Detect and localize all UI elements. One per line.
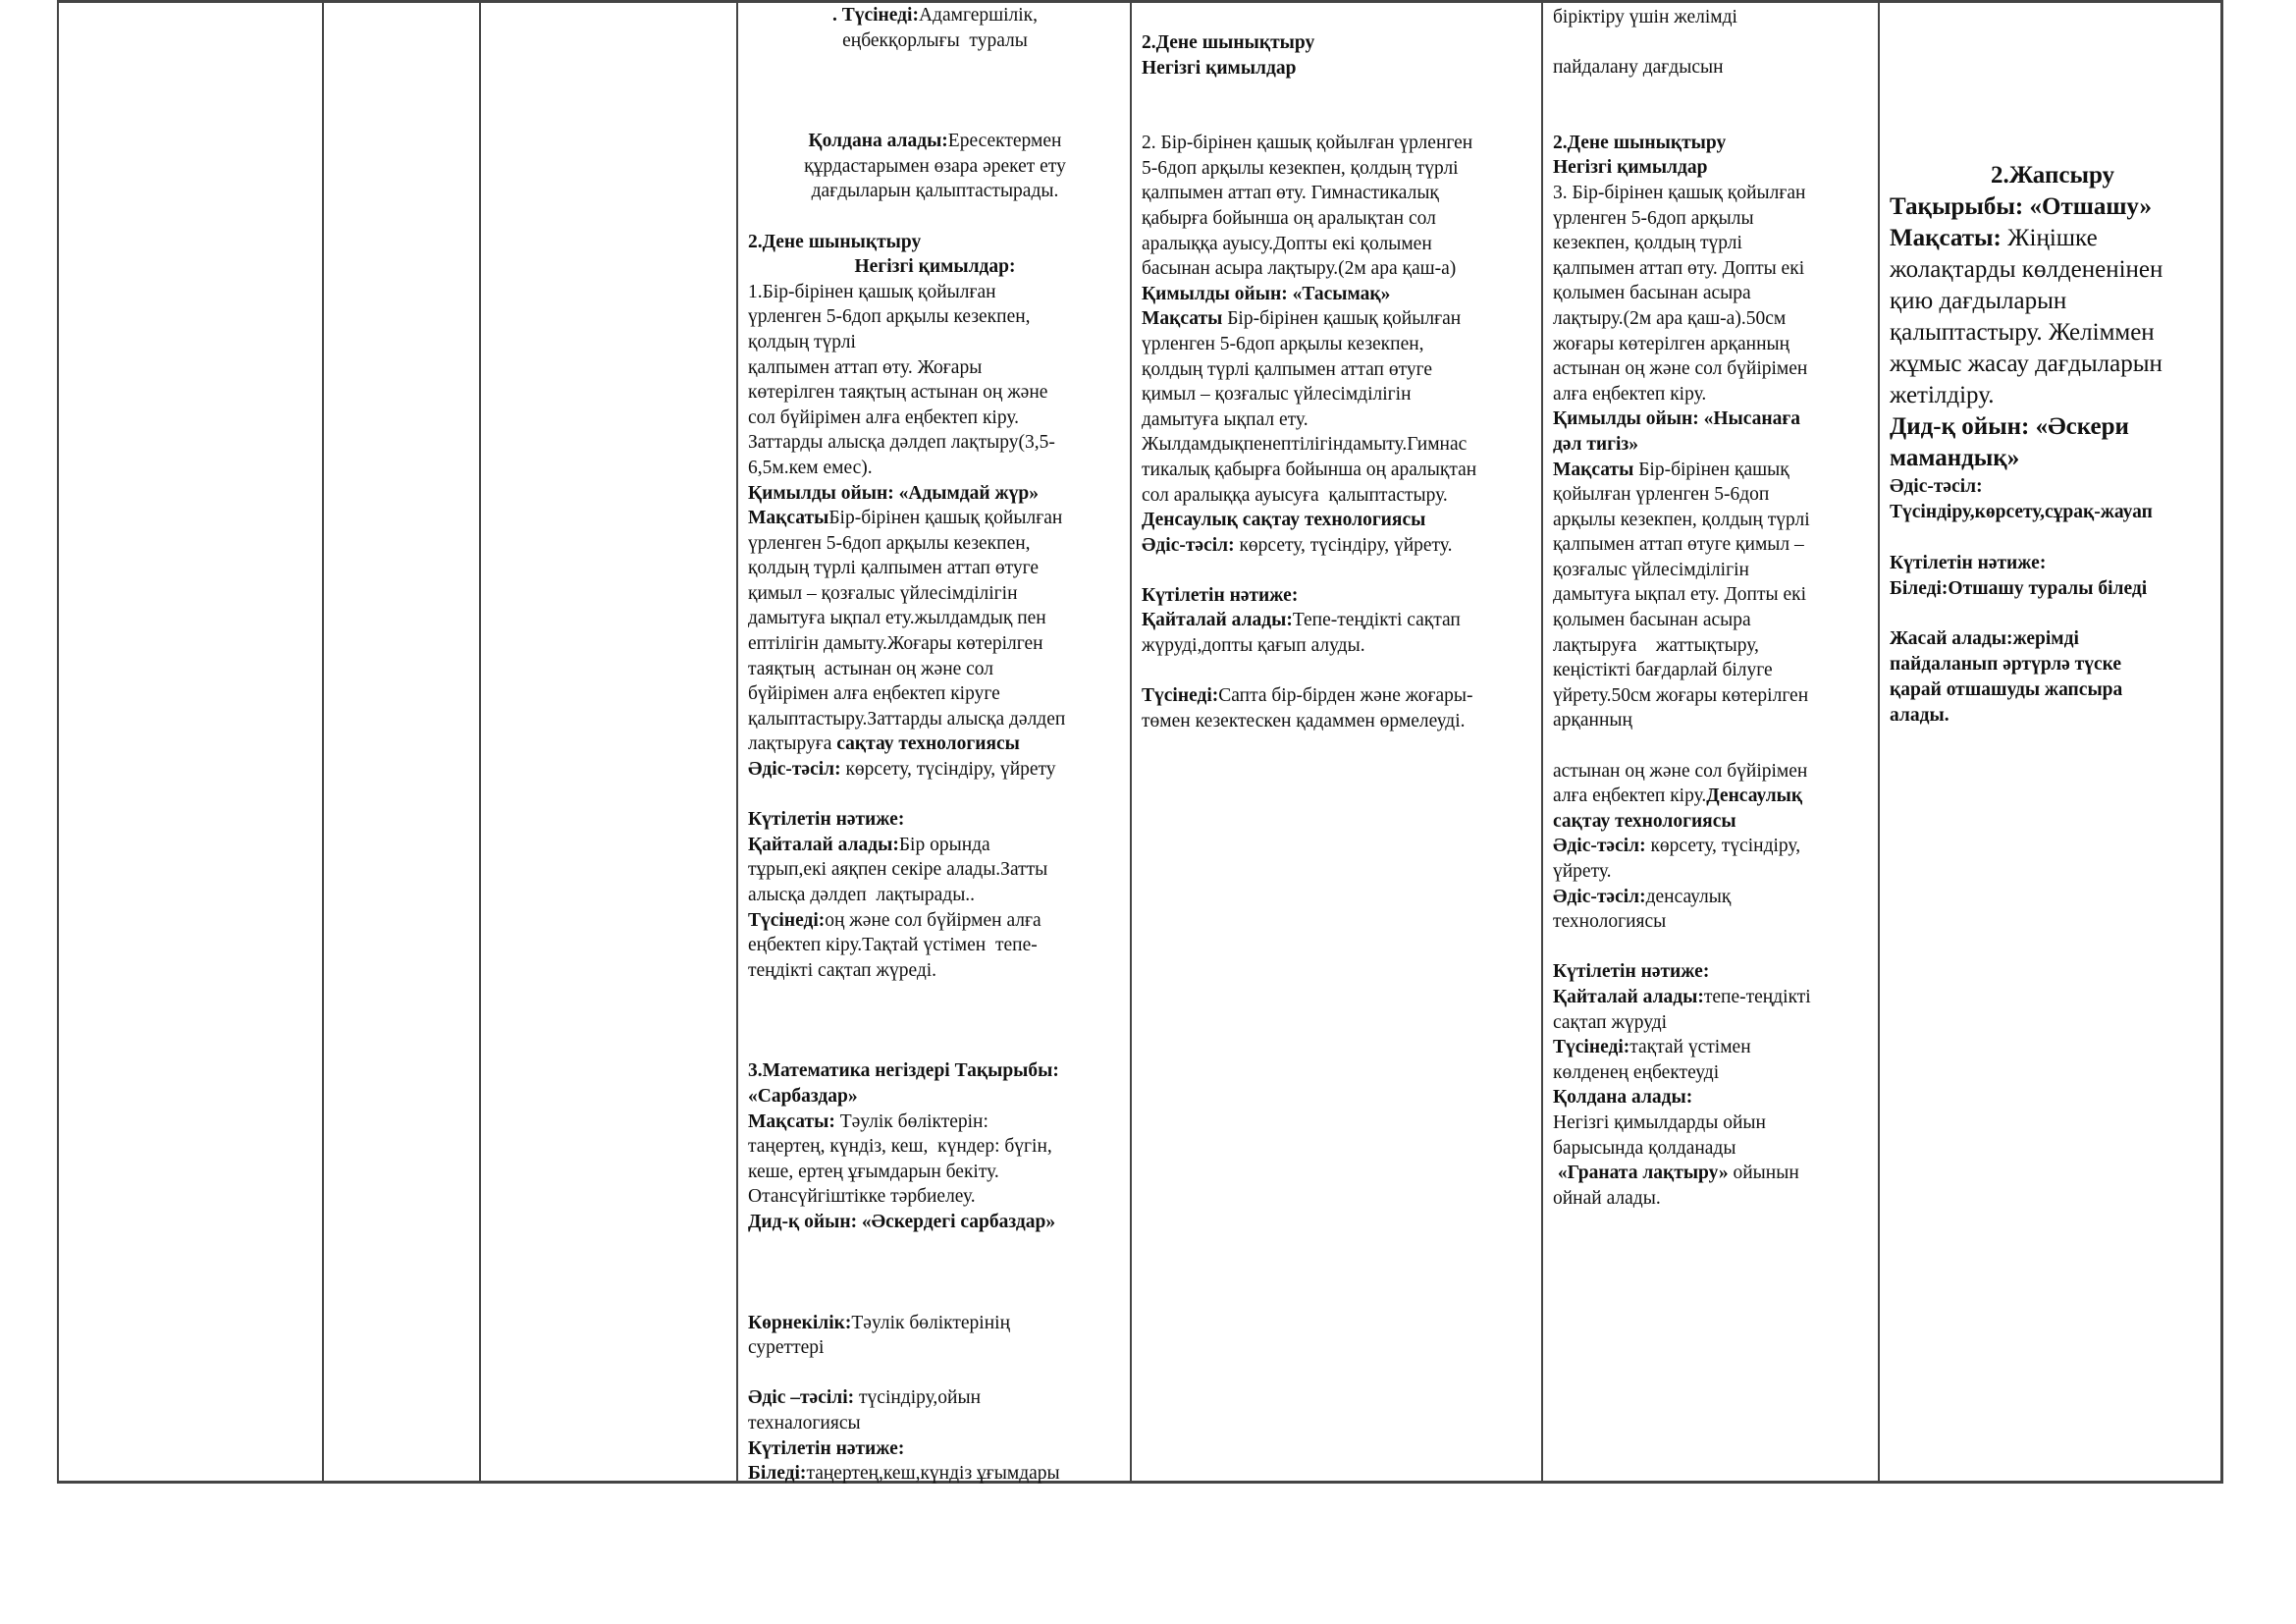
text-line: қимыл – қозғалыс үйлесімділігін (748, 582, 1018, 604)
col4-movements (748, 280, 1122, 481)
did-game-title: Дид-қ ойын: «Әскери (1890, 413, 2129, 440)
text: түсіндіру,ойын (854, 1387, 982, 1409)
text: тепе-теңдікті (1703, 986, 1811, 1007)
text: көрсету, түсіндіру, үйрету (840, 759, 1056, 781)
text: еңбекқорлығы туралы (842, 29, 1028, 51)
label: Мақсаты (748, 508, 829, 529)
text-line: еңбектеп кіру.Тақтай үстімен тепе- (748, 935, 1038, 956)
text-line: үрленген 5-6доп арқылы (1553, 207, 1754, 229)
text: Бір орында (898, 834, 990, 855)
table-column-5 (1132, 3, 1543, 1481)
col5-movements (1142, 131, 1533, 282)
did-game-title-cont: мамандық» (1890, 445, 2020, 471)
label: Қолдана алады: (808, 131, 948, 152)
text-line: үрленген 5-6доп арқылы кезекпен, (1142, 333, 1424, 354)
col4-tusinedi (748, 3, 1122, 53)
text: Сапта бір-бірден және жоғары- (1218, 685, 1473, 707)
col4-math-lines (748, 1134, 1122, 1210)
col4-content (748, 3, 1122, 1487)
text-line: алысқа дәлдеп лақтырады.. (748, 885, 976, 905)
text-line: Заттарды алысқа дәлдеп лақтыру(3,5- (748, 432, 1055, 454)
text-line: кеше, ертең ұғымдарын бекіту. (748, 1161, 999, 1182)
col4-koldana (748, 129, 1122, 204)
text-line: астынан оң және сол бүйірімен (1553, 358, 1808, 380)
label: Мақсаты: (1890, 225, 2002, 251)
expected-result-title: Күтілетін нәтиже: (748, 809, 905, 831)
text-line: қию дағдыларын (1890, 288, 2067, 314)
label: Әдіс –тәсілі: (748, 1387, 855, 1409)
text-line: сол бүйірімен алға еңбектеп кіру. (748, 406, 1020, 428)
text-line: қолымен басынан асыра (1553, 610, 1751, 631)
game-title: Қимылды ойын: «Адымдай жүр» (748, 482, 1040, 504)
text-line: Отансүйгіштікке тәрбиелеу. (748, 1186, 976, 1208)
label: Мақсаты (1142, 308, 1223, 330)
section-subtitle: Негізгі қимылдар (1553, 157, 1708, 179)
label: Түсінеді: (1142, 685, 1219, 707)
table-column-7 (1880, 3, 2223, 1481)
table-column-6 (1543, 3, 1880, 1481)
text: сақтап жүруді (1553, 1011, 1668, 1033)
text-line: 5-6доп арқылы кезекпен, қолдың түрлі (1142, 157, 1459, 179)
text: тақтай үстімен (1629, 1037, 1751, 1058)
label: Түсінеді: (748, 909, 826, 931)
did-game-title: Дид-қ ойын: «Әскердегі сарбаздар» (748, 1211, 1056, 1232)
col5-content (1142, 30, 1533, 733)
label: Біледі: (748, 1463, 807, 1485)
text-line: кеңістікті бағдарлай білуге (1553, 660, 1773, 681)
text-line: үйрету.50см жоғары көтерілген (1553, 684, 1809, 706)
text: біріктіру үшін желімді (1553, 7, 1737, 27)
text-line: таяқтың астынан оң және сол (748, 658, 994, 679)
text-line: тұрып,екі аяқпен секіре алады.Затты (748, 859, 1048, 881)
expected-result-title: Күтілетін нәтиже: (1142, 584, 1299, 606)
text: алға еңбектеп кіру. (1553, 785, 1707, 807)
text: технологиясы (1553, 911, 1667, 933)
text: суреттері (748, 1337, 825, 1359)
expected-result-title: Күтілетін нәтиже: (1553, 961, 1710, 983)
label: Қайталай алады: (1553, 986, 1704, 1007)
label: Көрнекілік: (748, 1312, 852, 1333)
text-line: жетілдіру. (1890, 382, 1995, 408)
section-title: 2.Жапсыру (1990, 162, 2115, 189)
health-tech: Денсаулық сақтау технологиясы (1142, 510, 1426, 531)
section-topic: «Сарбаздар» (748, 1085, 858, 1107)
text: барысында қолданады (1553, 1137, 1736, 1159)
method-text: Түсіндіру,көрсету,сұрақ-жауап (1890, 502, 2153, 522)
label: сақтау технологиясы (836, 733, 1020, 755)
text: жүруді,допты қағып алуды. (1142, 635, 1365, 657)
col6-movements (1553, 181, 1870, 406)
text: Тәулік бөліктерінің (851, 1312, 1011, 1333)
game-title: Қимылды ойын: «Нысанаға (1553, 408, 1800, 430)
text: Ересектермен (947, 131, 1062, 152)
text: көрсету, түсіндіру, (1645, 836, 1801, 857)
label: Мақсаты: (748, 1110, 835, 1132)
text-line: қалпымен аттап өту. Жоғары (748, 356, 983, 378)
text-line: лақтыруға жаттықтыру, (1553, 634, 1759, 656)
label: Әдіс-тәсіл: (1553, 886, 1646, 907)
table-column-4 (738, 3, 1132, 1485)
section-title: 3.Математика негіздері Тақырыбы: (748, 1060, 1059, 1082)
section-title: 2.Дене шынықтыру (1142, 32, 1315, 53)
col6-content (1553, 5, 1870, 1211)
label: . Түсінеді: (831, 5, 919, 26)
text-line: 1.Бір-бірінен қашық қойылған (748, 281, 996, 302)
text: пайдалану дағдысын (1553, 57, 1724, 79)
text-line: қарай отшашуды жапсыра (1890, 679, 2123, 701)
text-line: 2. Бір-бірінен қашық қойылған үрленген (1142, 133, 1473, 154)
col5-goal-lines (1142, 332, 1533, 508)
knows-text: Біледі:Отшашу туралы біледі (1890, 577, 2148, 599)
text: Бір-бірінен қашық (1633, 459, 1789, 480)
text-line: қойылған үрленген 5-6доп (1553, 484, 1770, 506)
text-line: қалпымен аттап өтуге қимыл – (1553, 534, 1804, 556)
text: көлденең еңбектеуді (1553, 1061, 1720, 1083)
text-line: қолымен басынан асыра (1553, 283, 1751, 304)
text-line: қабырға бойынша оң аралықтан сол (1142, 207, 1436, 229)
text-line: қалыптастыру.Заттарды алысқа дәлдеп (748, 708, 1066, 730)
text-line: теңдікті сақтап жүреді. (748, 959, 937, 981)
text: Адамгершілік, (918, 5, 1039, 26)
text: Бір-бірінен қашық қойылған (1222, 308, 1462, 330)
label: Қолдана алады: (1553, 1087, 1693, 1109)
text-line: қимыл – қозғалыс үйлесімділігін (1142, 384, 1412, 406)
text: көрсету, түсіндіру, үйрету. (1234, 534, 1453, 556)
text-line: дамытуға ықпал ету. (1142, 408, 1308, 430)
label: Әдіс-тәсіл: (748, 759, 841, 781)
section-subtitle: Негізгі қимылдар: (854, 256, 1016, 278)
text-line: тикалық қабырға бойынша оң аралықтан (1142, 459, 1477, 480)
text: таңертең,кеш,күндіз ұғымдары (806, 1463, 1060, 1485)
text-line: кезекпен, қолдың түрлі (1553, 233, 1742, 254)
text: Тепе-теңдікті сақтап (1292, 610, 1461, 631)
label: Әдіс-тәсіл: (1553, 836, 1646, 857)
text-line: 6,5м.кем емес). (748, 457, 873, 478)
text: құрдастарымен өзара әрекет ету (804, 155, 1066, 177)
text: Жіңішке (2001, 225, 2098, 251)
text-line: көтерілген таяқтың астынан оң және (748, 382, 1048, 404)
text: Бір-бірінен қашық қойылған (828, 508, 1063, 529)
text: үйрету. (1553, 861, 1612, 882)
text-line: қолдың түрлі (748, 331, 856, 352)
text-line: лақтыру.(2м ара қаш-а).50см (1553, 307, 1787, 329)
plan-table (57, 0, 2223, 1484)
label: Мақсаты (1553, 459, 1634, 480)
section-subtitle: Негізгі қимылдар (1142, 57, 1297, 79)
label: «Граната лақтыру» (1553, 1163, 1729, 1184)
text: дағдыларын қалыптастырады. (811, 181, 1059, 202)
text-line: қолдың түрлі қалпымен аттап өтуге (748, 558, 1039, 579)
label: Түсінеді: (1553, 1037, 1630, 1058)
text-line: үрленген 5-6доп арқылы кезекпен, (748, 306, 1031, 328)
text-line: арқылы кезекпен, қолдың түрлі (1553, 509, 1810, 530)
section-title: 2.Дене шынықтыру (1553, 132, 1727, 153)
text: оң және сол бүйірмен алға (825, 909, 1041, 931)
col6-goal-lines (1553, 482, 1870, 733)
table-column-1 (59, 3, 324, 1481)
table-column-3 (481, 3, 738, 1481)
col7-can-do-lines (1890, 626, 2216, 729)
col4-understand-lines (748, 933, 1122, 983)
text-line: алға еңбектеп кіру. (1553, 383, 1707, 405)
text-line: дамытуға ықпал ету. Допты екі (1553, 584, 1807, 606)
text-line: басынан асыра лақтыру.(2м ара қаш-а) (1142, 258, 1457, 280)
label: Қайталай алады: (1142, 610, 1293, 631)
label: Қайталай алады: (748, 834, 899, 855)
label: Денсаулық (1706, 785, 1803, 807)
section-title: 2.Дене шынықтыру (748, 231, 922, 252)
text-line: сол аралыққа ауысуға қалыптастыру. (1142, 484, 1448, 506)
label: сақтау технологиясы (1553, 810, 1736, 832)
text: төмен кезектескен қадаммен өрмелеуді. (1142, 710, 1466, 731)
method-label: Әдіс-тәсіл: (1890, 476, 1983, 497)
text: денсаулық (1645, 886, 1732, 907)
text-line: аралыққа ауысу.Допты екі қолымен (1142, 233, 1432, 254)
text-line: арқанның (1553, 710, 1632, 731)
text-line: жоғары көтерілген арқанның (1553, 333, 1790, 354)
text-line: ептілігін дамыту.Жоғары көтерілген (748, 633, 1043, 655)
text-line: жолақтарды көлдененінен (1890, 256, 2163, 283)
text-line: Жасай алады:жерімді (1890, 628, 2079, 650)
label: Әдіс-тәсіл: (1142, 534, 1235, 556)
text: Тәулік бөліктерін: (834, 1110, 988, 1132)
text-line: пайдаланып әртүрлә түске (1890, 654, 2122, 676)
text: ойнай алады. (1553, 1187, 1661, 1209)
text: ойынын (1728, 1163, 1799, 1184)
text-line: қалпымен аттап өту. Допты екі (1553, 257, 1805, 279)
text-line: 3. Бір-бірінен қашық қойылған (1553, 182, 1806, 203)
text-line: үрленген 5-6доп арқылы кезекпен, (748, 532, 1031, 554)
col4-repeat-lines (748, 857, 1122, 907)
text: Негізгі қимылдарды ойын (1553, 1111, 1766, 1133)
text-line: қалпымен аттап өту. Гимнастикалық (1142, 183, 1439, 204)
text-line: қалыптастыру. Желіммен (1890, 319, 2155, 346)
text-line: алады. (1890, 705, 1949, 727)
text-line: бүйірімен алға еңбектеп кіруге (748, 683, 1000, 705)
text-line: таңертең, күндіз, кеш, күндер: бүгін, (748, 1136, 1052, 1158)
table-column-2 (324, 3, 481, 1481)
text: техналогиясы (748, 1412, 861, 1434)
expected-result-title: Күтілетін нәтиже: (1890, 552, 2047, 573)
section-topic: Тақырыбы: «Отшашу» (1890, 193, 2153, 220)
text-line: дамытуға ықпал ету.жылдамдық пен (748, 608, 1046, 629)
text: лақтыруға (748, 733, 837, 755)
col7-content (1890, 160, 2216, 729)
text-line: жұмыс жасау дағдыларын (1890, 351, 2163, 377)
col4-goal-lines (748, 531, 1122, 732)
text: астынан оң және сол бүйірімен (1553, 760, 1808, 782)
game-title: Қимылды ойын: «Тасымақ» (1142, 283, 1391, 304)
text-line: Жылдамдықпенептілігіндамыту.Гимнас (1142, 434, 1468, 456)
text-line: қозғалыс үйлесімділігін (1553, 559, 1749, 580)
game-title-cont: дәл тигіз» (1553, 433, 1639, 455)
text-line: қолдың түрлі қалпымен аттап өтуге (1142, 358, 1432, 380)
expected-result-title: Күтілетін нәтиже: (748, 1437, 905, 1459)
col7-goal-lines (1890, 254, 2216, 411)
